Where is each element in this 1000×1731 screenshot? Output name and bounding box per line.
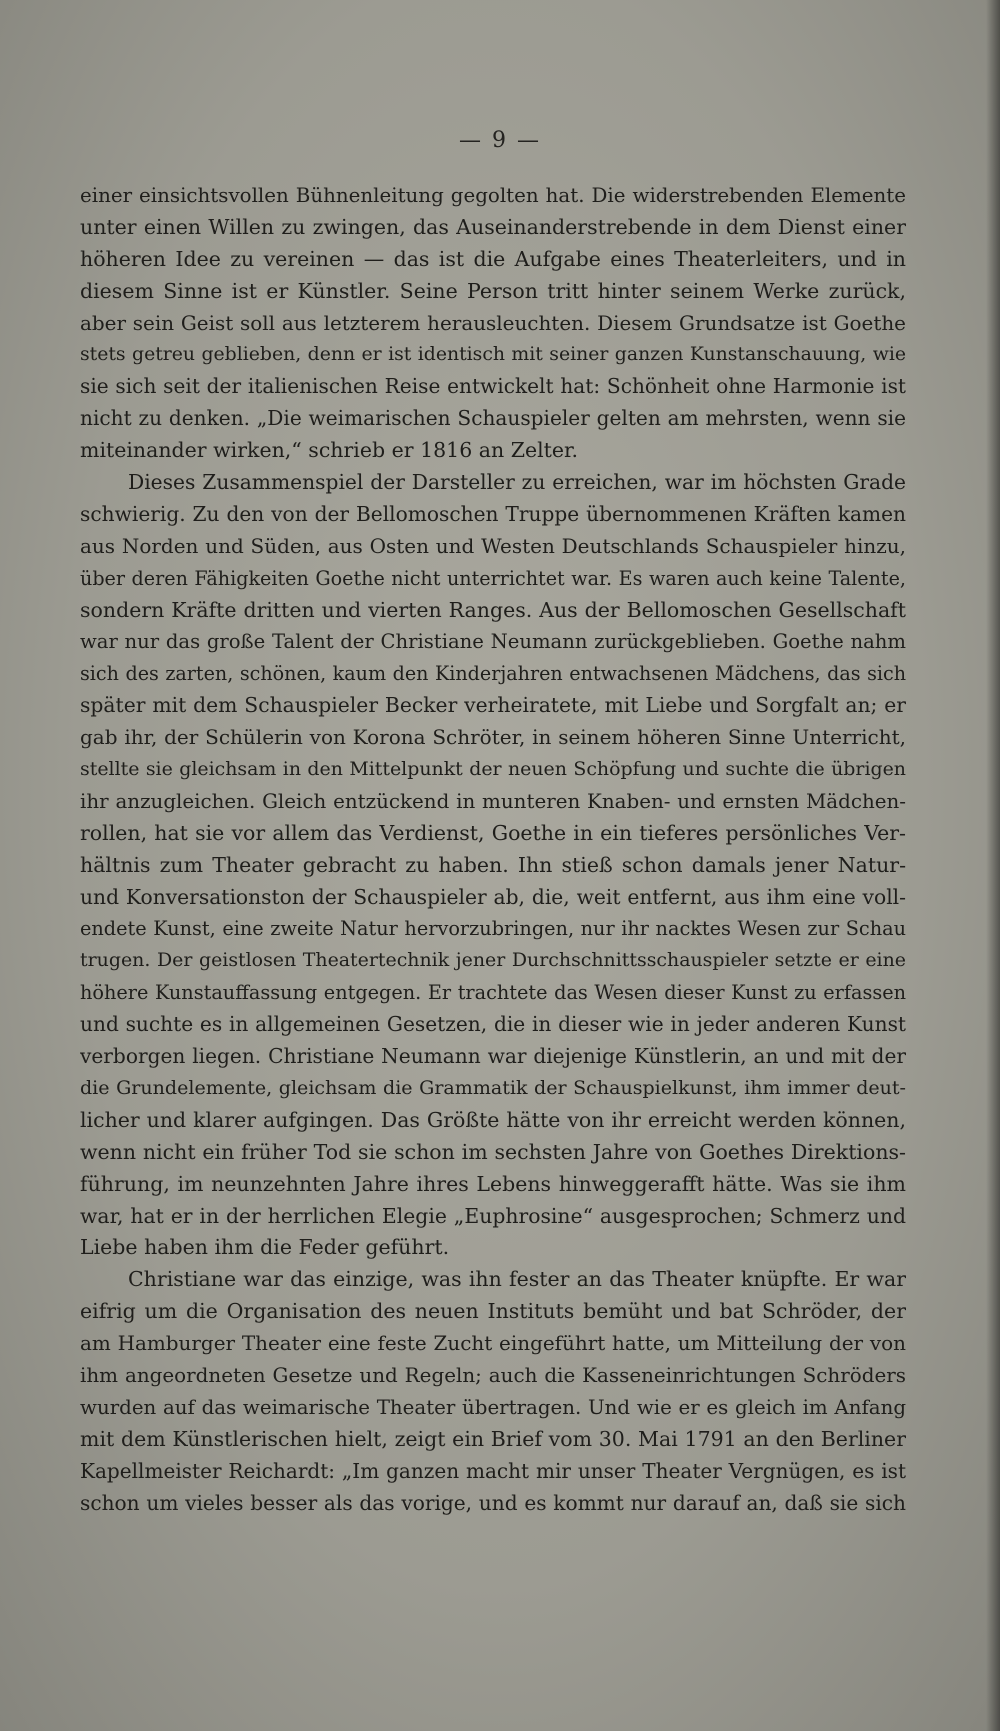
text-line: endete Kunst, eine zweite Natur hervorzubringen, nur ihr nacktes Wesen zur Schau	[80, 917, 906, 941]
text-line: diesem Sinne ist er Künstler. Seine Person tritt hinter seinem Werke zurück,	[80, 278, 906, 303]
text-line: die Grundelemente, gleichsam die Grammatik der Schauspielkunst, ihm immer deut-	[80, 1076, 906, 1099]
text-line: licher und klarer aufgingen. Das Größte hätte von ihr erreicht werden können,	[80, 1107, 906, 1132]
text-line: trugen. Der geistlosen Theatertechnik jener Durchschnittsschauspieler setzte er eine	[80, 949, 906, 972]
text-line: Dieses Zusammenspiel der Darsteller zu erreichen, war im höchsten Grade	[128, 470, 906, 495]
text-line: aus Norden und Süden, aus Osten und Westen Deutschlands Schauspieler hinzu,	[80, 533, 906, 558]
text-line: wenn nicht ein früher Tod sie schon im sechsten Jahre von Goethes Direktions-	[80, 1139, 906, 1164]
text-line: mit dem Künstlerischen hielt, zeigt ein Brief vom 30. Mai 1791 an den Berliner	[80, 1426, 906, 1451]
text-line: wurden auf das weimarische Theater übertragen. Und wie er es gleich im Anfang	[80, 1395, 906, 1419]
text-line: Kapellmeister Reichardt: „Im ganzen macht mir unser Theater Vergnügen, es ist	[80, 1458, 906, 1483]
text-line: war, hat er in der herrlichen Elegie „Euphrosine“ ausgesprochen; Schmerz und	[80, 1203, 906, 1228]
text-line: miteinander wirken,“ schrieb er 1816 an Zelter.	[80, 438, 579, 463]
text-line: hältnis zum Theater gebracht zu haben. Ihn stieß schon damals jener Natur-	[80, 852, 906, 877]
text-line: ihr anzugleichen. Gleich entzückend in munteren Knaben- und ernsten Mädchen-	[80, 789, 906, 813]
text-line: ihm angeordneten Gesetze und Regeln; auch die Kasseneinrichtungen Schröders	[80, 1363, 906, 1387]
text-line: gab ihr, der Schülerin von Korona Schröter, in seinem höheren Sinne Unterricht,	[80, 725, 906, 750]
text-line: später mit dem Schauspieler Becker verheiratete, mit Liebe und Sorgfalt an; er	[80, 693, 906, 718]
text-line: eifrig um die Organisation des neuen Instituts bemüht und bat Schröder, der	[80, 1299, 906, 1324]
page-number: — 9 —	[459, 128, 541, 153]
text-line: schon um vieles besser als das vorige, und es kommt nur darauf an, daß sie sich	[80, 1490, 906, 1515]
body-text	[80, 180, 906, 1519]
text-line: Christiane war das einzige, was ihn fester an das Theater knüpfte. Er war	[128, 1267, 906, 1292]
text-line: aber sein Geist soll aus letzterem herausleuchten. Diesem Grundsatze ist Goethe	[80, 310, 906, 335]
text-line: und suchte es in allgemeinen Gesetzen, die in dieser wie in jeder anderen Kunst	[80, 1012, 906, 1037]
text-line: schwierig. Zu den von der Bellomoschen Truppe übernommenen Kräften kamen	[80, 501, 906, 526]
text-line: höhere Kunstauffassung entgegen. Er trachtete das Wesen dieser Kunst zu erfassen	[80, 981, 906, 1005]
text-line: sich des zarten, schönen, kaum den Kinderjahren entwachsenen Mädchens, das sich	[80, 662, 906, 686]
text-line: nicht zu denken. „Die weimarischen Schauspieler gelten am mehrsten, wenn sie	[80, 406, 906, 431]
text-line: unter einen Willen zu zwingen, das Auseinanderstrebende in dem Dienst einer	[80, 214, 906, 239]
text-line: höheren Idee zu vereinen — das ist die Aufgabe eines Theaterleiters, und in	[80, 246, 906, 271]
text-line: Liebe haben ihm die Feder geführt.	[80, 1235, 450, 1260]
text-line: und Konversationston der Schauspieler ab, die, weit entfernt, aus ihm eine voll-	[80, 884, 906, 909]
text-line: sie sich seit der italienischen Reise entwickelt hat: Schönheit ohne Harmonie ist	[80, 374, 906, 399]
text-line: rollen, hat sie vor allem das Verdienst, Goethe in ein tieferes persönliches Ver-	[80, 820, 906, 845]
text-line: sondern Kräfte dritten und vierten Ranges. Aus der Bellomoschen Gesellschaft	[80, 597, 906, 622]
text-line: war nur das große Talent der Christiane Neumann zurückgeblieben. Goethe nahm	[80, 630, 906, 654]
text-line: einer einsichtsvollen Bühnenleitung gegolten hat. Die widerstrebenden Elemente	[80, 184, 906, 207]
text-line: stellte sie gleichsam in den Mittelpunkt der neuen Schöpfung und suchte die übrigen	[80, 758, 906, 781]
text-line: verborgen liegen. Christiane Neumann war diejenige Künstlerin, an und mit der	[80, 1044, 906, 1069]
text-line: über deren Fähigkeiten Goethe nicht unterrichtet war. Es waren auch keine Talente,	[80, 566, 906, 590]
text-line: am Hamburger Theater eine feste Zucht eingeführt hatte, um Mitteilung der von	[80, 1331, 906, 1356]
text-line: führung, im neunzehnten Jahre ihres Lebens hinweggerafft hätte. Was sie ihm	[80, 1171, 906, 1196]
text-line: stets getreu geblieben, denn er ist identisch mit seiner ganzen Kunstanschauung, wie	[80, 344, 906, 366]
